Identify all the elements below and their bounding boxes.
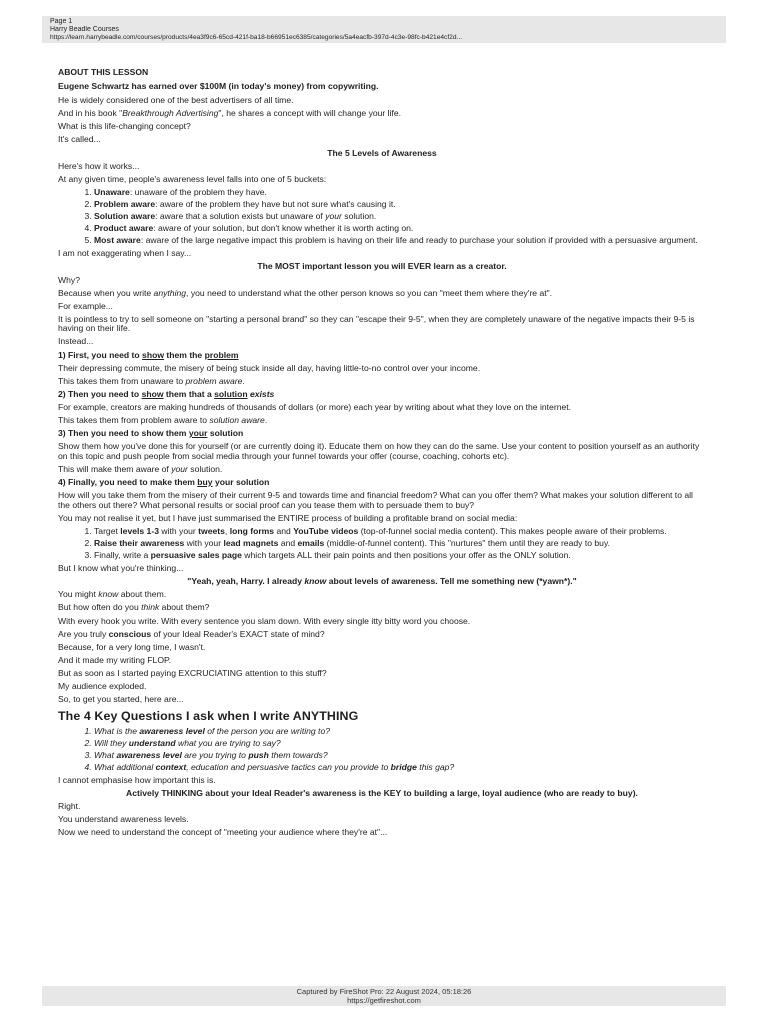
paragraph: It is pointless to try to sell someone on "starting a personal brand" so they can "escape their 9-5", when they are completely unaware of the negative impacts their 9-5 is having on their life. — [58, 313, 695, 334]
paragraph: Why? — [58, 274, 80, 285]
step-1-heading: 1) First, you need to show them the problem — [58, 349, 239, 360]
list-item: 3. What awareness level are you trying to push them towards? — [94, 751, 706, 761]
quote-callout: "Yeah, yeah, Harry. I already know about levels of awareness. Tell me something new (*yawn*)." — [187, 576, 577, 587]
questions-list — [58, 727, 706, 773]
capture-url: https://getfireshot.com — [347, 995, 421, 1005]
list-item: 2. Will they understand what you are trying to say? — [94, 739, 706, 749]
list-item: 3. Finally, write a persuasive sales page which targets ALL their pain points and then positions your offer as the ONLY solution. — [94, 551, 706, 561]
paragraph: Because when you write anything, you need to understand what the other person knows so you can "meet them where they're at". — [58, 287, 553, 298]
levels-list — [58, 188, 706, 246]
questions-heading: The 4 Key Questions I ask when I write ANYTHING — [58, 708, 359, 723]
paragraph: What is this life-changing concept? — [58, 121, 191, 132]
paragraph: He is widely considered one of the best advertisers of all time. — [58, 95, 294, 106]
paragraph: And in his book "Breakthrough Advertising", he shares a concept with will change your life. — [58, 108, 402, 119]
paragraph: This takes them from problem aware to solution aware. — [58, 415, 268, 426]
paragraph: For example... — [58, 300, 113, 311]
paragraph: This will make them aware of your solution. — [58, 463, 223, 474]
step-2-heading: 2) Then you need to show them that a solution exists — [58, 388, 275, 399]
paragraph: Right. — [58, 801, 81, 812]
list-item: 2. Raise their awareness with your lead magnets and emails (middle-of-funnel content). This "nurtures" them until they are ready to buy. — [94, 539, 706, 549]
paragraph: Because, for a very long time, I wasn't. — [58, 641, 206, 652]
page-header — [42, 16, 726, 43]
paragraph: But I know what you're thinking... — [58, 563, 184, 574]
list-item: 4. Product aware: aware of your solution, but don't know whether it is worth acting on. — [94, 224, 706, 234]
list-item: 1. Unaware: unaware of the problem they have. — [94, 188, 706, 198]
about-heading: ABOUT THIS LESSON — [58, 67, 149, 77]
process-list — [58, 527, 706, 561]
list-item: 1. Target levels 1-3 with your tweets, long forms and YouTube videos (top-of-funnel social media content). This makes people aware of their problems. — [94, 527, 706, 537]
paragraph: So, to get you started, here are... — [58, 694, 184, 705]
paragraph: Here's how it works... — [58, 160, 140, 171]
paragraph: I cannot emphasise how important this is. — [58, 775, 216, 786]
lesson-content — [58, 68, 706, 842]
list-item: 3. Solution aware: aware that a solution exists but unaware of your solution. — [94, 212, 706, 222]
paragraph: You might know about them. — [58, 589, 167, 600]
list-item: 1. What is the awareness level of the person you are writing to? — [94, 727, 706, 737]
paragraph: Now we need to understand the concept of "meeting your audience where they're at"... — [58, 827, 388, 838]
intro-bold: Eugene Schwartz has earned over $100M (in today's money) from copywriting. — [58, 81, 379, 92]
paragraph: But how often do you think about them? — [58, 602, 210, 613]
paragraph: My audience exploded. — [58, 681, 147, 691]
paragraph: At any given time, people's awareness level falls into one of 5 buckets: — [58, 173, 327, 184]
paragraph: You may not realise it yet, but I have just summarised the ENTIRE process of building a profitable brand on social media: — [58, 512, 518, 523]
paragraph: It's called... — [58, 134, 101, 145]
most-important-callout: The MOST important lesson you will EVER learn as a creator. — [257, 261, 507, 272]
levels-title: The 5 Levels of Awareness — [327, 147, 437, 158]
paragraph: For example, creators are making hundreds of thousands of dollars (or more) each year by writing about what they love on the internet. — [58, 401, 572, 412]
step-4-heading: 4) Finally, you need to make them buy your solution — [58, 477, 270, 487]
list-item: 4. What additional context, education and persuasive tactics can you provide to bridge this gap? — [94, 763, 706, 773]
paragraph: I am not exaggerating when I say... — [58, 248, 192, 259]
page-url: https://learn.harrybeadle.com/courses/products/4ea3f9c6-65cd-421f-ba18-b66951ec6385/categories/5a4eacfb-397d-4c3e-98fc-b421e4cf2d... — [50, 34, 463, 41]
paragraph: But as soon as I started paying EXCRUCIATING attention to this stuff? — [58, 667, 327, 678]
actively-callout: Actively THINKING about your Ideal Reader's awareness is the KEY to building a large, loyal audience (who are ready to buy). — [126, 788, 638, 799]
paragraph: How will you take them from the misery of their current 9-5 and towards time and financial freedom? What can you offer them? What makes your solution different to all the others out there? What personal results or social proof can you tease them with to persuade them to buy? — [58, 490, 693, 510]
paragraph: Instead... — [58, 336, 94, 347]
paragraph: Are you truly conscious of your Ideal Reader's EXACT state of mind? — [58, 628, 325, 639]
paragraph: You understand awareness levels. — [58, 814, 189, 825]
page-label: Page 1 — [50, 18, 73, 25]
list-item: 5. Most aware: aware of the large negative impact this problem is having on their life and ready to purchase your solution if provided with a persuasive argument. — [94, 236, 706, 246]
step-3-heading: 3) Then you need to show them your solution — [58, 428, 244, 439]
page-footer — [42, 986, 726, 1006]
paragraph: And it made my writing FLOP. — [58, 654, 172, 665]
list-item: 2. Problem aware: aware of the problem they have but not sure what's causing it. — [94, 200, 706, 210]
paragraph: Their depressing commute, the misery of being stuck inside all day, having little-to-no control over your income. — [58, 362, 481, 373]
paragraph: This takes them from unaware to problem aware. — [58, 375, 245, 386]
paragraph: Show them how you've done this for yourself (or are currently doing it). Educate them on how they can do the same. Use your content to position yourself as an authority on this topic and push people from social media through your funnel towards your offer (course, coaching, cohorts etc). — [58, 441, 700, 461]
paragraph: With every hook you write. With every sentence you slam down. With every single itty bitty word you choose. — [58, 615, 471, 626]
site-title: Harry Beadle Courses — [50, 26, 119, 33]
capture-info: Captured by FireShot Pro: 22 August 2024, 05:18:26 — [296, 987, 472, 996]
